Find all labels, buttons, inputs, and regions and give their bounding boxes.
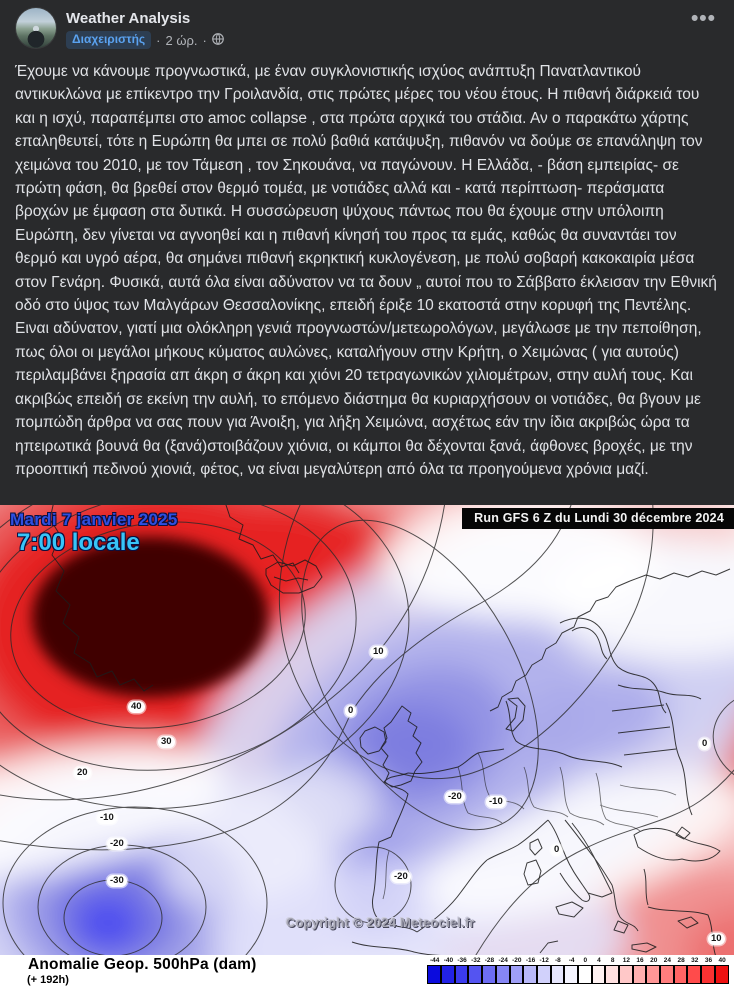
scale-cell: -12 — [537, 956, 551, 984]
admin-badge[interactable]: Διαχειριστής — [66, 31, 151, 49]
scale-cell: -4 — [565, 956, 579, 984]
more-options-button[interactable]: ••• — [690, 7, 716, 30]
map-area[interactable] — [0, 505, 734, 955]
scale-cell: 40 — [715, 956, 729, 984]
contour-label: 0 — [551, 844, 562, 856]
scale-cell: 0 — [578, 956, 592, 984]
contour-label: 0 — [699, 738, 710, 750]
scale-cell: -8 — [551, 956, 565, 984]
scale-cell: 36 — [702, 956, 716, 984]
contour-label: -10 — [97, 812, 117, 824]
scale-cell: 28 — [674, 956, 688, 984]
legend-title: Anomalie Geop. 500hPa (dam) — [28, 956, 257, 973]
contour-label: 40 — [128, 701, 145, 713]
scale-cell: -44 — [428, 956, 442, 984]
contour-label: -20 — [391, 871, 411, 883]
scale-cell: -20 — [510, 956, 524, 984]
scale-cell: -24 — [496, 956, 510, 984]
scale-cell: -36 — [455, 956, 469, 984]
post-meta — [66, 31, 224, 49]
contour-label: 20 — [74, 767, 91, 779]
post-header — [0, 0, 734, 56]
meta-dot: · — [156, 32, 161, 48]
scale-cell: -40 — [442, 956, 456, 984]
author-name[interactable]: Weather Analysis — [66, 10, 191, 27]
scale-cell: 16 — [633, 956, 647, 984]
map-time-label: 7:00 locale — [17, 529, 140, 556]
contour-label: 10 — [708, 933, 725, 945]
contour-label: 30 — [158, 736, 175, 748]
scale-cell: 20 — [647, 956, 661, 984]
contour-label: -10 — [486, 796, 506, 808]
header-main — [66, 8, 224, 49]
model-run-label: Run GFS 6 Z du Lundi 30 décembre 2024 — [462, 508, 734, 529]
color-scale — [428, 956, 729, 984]
post-text: Έχουμε να κάνουμε προγνωστικά, με έναν συγκλονιστικής ισχύος ανάπτυξη Πανατλαντικού αντικυκλώνα με επίκεντρο την Γροιλανδία, στις πρώτες μέρες του νέου έτους. Η πιθανή διάρκειά του και η ισχύ, παραπέμπει στο amoc collapse , στα πρώτα αρχικά του στάδια. Αν ο παρακάτω χάρτης επαληθευτεί, τότε η Ευρώπη θα μπει σε πολύ βαθιά κατάψυξη, πιθανόν να δούμε σε επανάληψη τον χειμώνα του 2010, με τον Τάμεση , τον Σηκουάνα, να παγώνουν. Η Ελλάδα, - βάση εμπειρίας- σε πρώτη φάση, θα βρεθεί στον θερμό τομέα, με νοτιάδες αλλά και - κατά περίπτωση- περάσματα βροχών με έμφαση στα δυτικά. Η συσσώρευση ψύχους πάντως που θα έχουμε στην υπόλοιπη Ευρώπη, δεν γίνεται να αγνοηθεί και η πιθανή κίνησή του προς τα εμάς, καθώς θα συναντάει τον θερμό και υγρό αέρα, θα σημάνει πιθανή εκρηκτική κυκλογένεση, με πολύ σοβαρή κακοκαιρία μέσα στον Γενάρη. Φυσικά, αυτά όλα είναι αδύνατον να τα δουν „ αυτοί που το Σάββατο έκλεισαν την Εθνική οδό στο ύψος των Μαλγάρων Θεσσαλονίκης, επειδή έριξε 10 εκατοστά στην κορυφή της Πεντέλης. Ειναι αδύνατον, γιατί μια ολόκληρη γενιά προγνωστών/μετεωρολόγων, μεγάλωσε με την πεποίθηση, πως όλοι οι μεγάλοι μήκους κύματος αυλώνες, καταλήγουν στην Κρήτη, ο Χειμώνας ( για αυτούς) περιλαμβάνει ξηρασία απ άκρη σ άκρη και χιόνι 20 τετραγωνικών χιλιομέτρων, στην αυλή τους. Και ακριβώς επειδή σε εκείνη την αυλή, το επόμενο διάστημα θα κυριαρχήσουν οι νοτιάδες, θα βγουν με πομπώδη άρθρα να σας πουν για Άνοιξη, για λήξη Χειμώνα, ασχέτως εάν την ίδια ακριβώς ώρα τα ηπειρωτικά βουνά θα (ξανά)στοιβάζουν χιόνια, οι κάμποι θα δέχονται ξανά, άφθονες βροχές, με την προοπτική πεδινού χιονιά, φέτος, να είναι μεγαλύτερη από όλα τα προηγούμενα χρόνια μαζί. — [15, 63, 717, 478]
timestamp[interactable]: 2 ώρ. — [165, 32, 198, 48]
scale-cell: 12 — [620, 956, 634, 984]
contour-label: -20 — [445, 791, 465, 803]
contour-label: -20 — [107, 838, 127, 850]
scale-cell: 32 — [688, 956, 702, 984]
anomaly-dark-core — [32, 537, 268, 697]
scale-cell: 8 — [606, 956, 620, 984]
scale-cell: 24 — [661, 956, 675, 984]
legend-forecast-hour: (+ 192h) — [27, 974, 69, 986]
scale-cell: 4 — [592, 956, 606, 984]
scale-cell: -16 — [524, 956, 538, 984]
map-svg — [0, 505, 734, 955]
map-legend — [0, 955, 734, 989]
avatar[interactable] — [16, 8, 56, 48]
globe-privacy-icon — [212, 33, 224, 48]
meta-dot: · — [202, 32, 207, 48]
contour-label: 0 — [345, 705, 356, 717]
copyright-watermark: Copyright © 2024 Meteociel.fr — [286, 915, 475, 930]
scale-cell: -28 — [483, 956, 497, 984]
scale-cell: -32 — [469, 956, 483, 984]
map-date-label: Mardi 7 janvier 2025 — [10, 510, 178, 529]
contour-label: 10 — [370, 646, 387, 658]
contour-label: -30 — [107, 875, 127, 887]
